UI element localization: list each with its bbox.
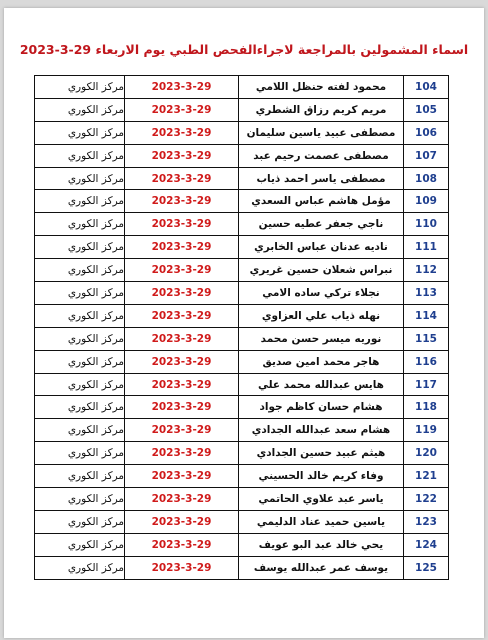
table-row <box>35 98 449 121</box>
number-cell: 110 <box>404 213 449 236</box>
center-cell: مركز الكوري <box>35 373 125 396</box>
name-cell: يحي خالد عبد البو عويف <box>239 533 404 556</box>
date-cell: 2023-3-29 <box>125 282 239 305</box>
number-cell: 122 <box>404 488 449 511</box>
center-cell: مركز الكوري <box>35 442 125 465</box>
date-cell: 2023-3-29 <box>125 213 239 236</box>
date-cell: 2023-3-29 <box>125 76 239 99</box>
name-cell: نجلاء تركي ساده الامي <box>239 282 404 305</box>
table-row <box>35 282 449 305</box>
date-cell: 2023-3-29 <box>125 533 239 556</box>
number-cell: 120 <box>404 442 449 465</box>
table-row <box>35 167 449 190</box>
name-cell: يوسف عمر عبدالله يوسف <box>239 556 404 579</box>
number-cell: 108 <box>404 167 449 190</box>
table-row <box>35 533 449 556</box>
center-cell: مركز الكوري <box>35 236 125 259</box>
table-row <box>35 419 449 442</box>
date-cell: 2023-3-29 <box>125 442 239 465</box>
page-title: اسماء المشمولين بالمراجعة لاجراءالفحص الطبي يوم الاربعاء 29-3-2023 <box>19 42 469 57</box>
name-cell: ناجي جعفر عطيه حسين <box>239 213 404 236</box>
number-cell: 115 <box>404 327 449 350</box>
number-cell: 121 <box>404 465 449 488</box>
table-row <box>35 213 449 236</box>
center-cell: مركز الكوري <box>35 510 125 533</box>
table-row <box>35 442 449 465</box>
center-cell: مركز الكوري <box>35 419 125 442</box>
center-cell: مركز الكوري <box>35 556 125 579</box>
table-row <box>35 465 449 488</box>
name-cell: مؤمل هاشم عباس السعدي <box>239 190 404 213</box>
number-cell: 125 <box>404 556 449 579</box>
table-row <box>35 236 449 259</box>
table-row <box>35 144 449 167</box>
center-cell: مركز الكوري <box>35 259 125 282</box>
date-cell: 2023-3-29 <box>125 488 239 511</box>
name-cell: مصطفى عصمت رحيم عبد <box>239 144 404 167</box>
name-cell: مريم كريم رزاق الشطري <box>239 98 404 121</box>
date-cell: 2023-3-29 <box>125 373 239 396</box>
center-cell: مركز الكوري <box>35 98 125 121</box>
number-cell: 118 <box>404 396 449 419</box>
date-cell: 2023-3-29 <box>125 510 239 533</box>
number-cell: 106 <box>404 121 449 144</box>
number-cell: 112 <box>404 259 449 282</box>
center-cell: مركز الكوري <box>35 304 125 327</box>
name-cell: هاجر محمد امين صديق <box>239 350 404 373</box>
center-cell: مركز الكوري <box>35 190 125 213</box>
center-cell: مركز الكوري <box>35 76 125 99</box>
table-row <box>35 488 449 511</box>
number-cell: 105 <box>404 98 449 121</box>
center-cell: مركز الكوري <box>35 167 125 190</box>
name-cell: محمود لفته حنظل اللامي <box>239 76 404 99</box>
table-row <box>35 373 449 396</box>
table-row <box>35 304 449 327</box>
document-page <box>4 8 484 638</box>
date-cell: 2023-3-29 <box>125 327 239 350</box>
center-cell: مركز الكوري <box>35 533 125 556</box>
center-cell: مركز الكوري <box>35 465 125 488</box>
number-cell: 109 <box>404 190 449 213</box>
center-cell: مركز الكوري <box>35 396 125 419</box>
table-row <box>35 396 449 419</box>
date-cell: 2023-3-29 <box>125 350 239 373</box>
center-cell: مركز الكوري <box>35 144 125 167</box>
examination-list-table <box>34 75 449 580</box>
name-cell: مصطفى ياسر احمد ذياب <box>239 167 404 190</box>
number-cell: 116 <box>404 350 449 373</box>
name-cell: مصطفى عبيد ياسين سليمان <box>239 121 404 144</box>
number-cell: 111 <box>404 236 449 259</box>
date-cell: 2023-3-29 <box>125 190 239 213</box>
name-cell: ناديه عدنان عباس الخابري <box>239 236 404 259</box>
table-row <box>35 121 449 144</box>
table-body <box>35 76 449 580</box>
table-row <box>35 510 449 533</box>
table-row <box>35 556 449 579</box>
number-cell: 114 <box>404 304 449 327</box>
date-cell: 2023-3-29 <box>125 98 239 121</box>
center-cell: مركز الكوري <box>35 121 125 144</box>
date-cell: 2023-3-29 <box>125 419 239 442</box>
date-cell: 2023-3-29 <box>125 396 239 419</box>
center-cell: مركز الكوري <box>35 488 125 511</box>
table-row <box>35 76 449 99</box>
center-cell: مركز الكوري <box>35 350 125 373</box>
name-cell: نوريه ميسر حسن محمد <box>239 327 404 350</box>
date-cell: 2023-3-29 <box>125 259 239 282</box>
number-cell: 113 <box>404 282 449 305</box>
name-cell: هيثم عبيد حسين الجدادي <box>239 442 404 465</box>
name-cell: نهله ذياب علي العزاوي <box>239 304 404 327</box>
date-cell: 2023-3-29 <box>125 144 239 167</box>
table-row <box>35 190 449 213</box>
number-cell: 124 <box>404 533 449 556</box>
date-cell: 2023-3-29 <box>125 121 239 144</box>
name-cell: هايس عبدالله محمد علي <box>239 373 404 396</box>
table-row <box>35 259 449 282</box>
center-cell: مركز الكوري <box>35 213 125 236</box>
number-cell: 123 <box>404 510 449 533</box>
name-cell: ياسين حميد عناد الدليمي <box>239 510 404 533</box>
number-cell: 117 <box>404 373 449 396</box>
date-cell: 2023-3-29 <box>125 465 239 488</box>
number-cell: 107 <box>404 144 449 167</box>
number-cell: 104 <box>404 76 449 99</box>
center-cell: مركز الكوري <box>35 282 125 305</box>
date-cell: 2023-3-29 <box>125 236 239 259</box>
name-cell: ياسر عبد علاوي الحاتمي <box>239 488 404 511</box>
name-cell: هشام سعد عبدالله الجدادي <box>239 419 404 442</box>
date-cell: 2023-3-29 <box>125 167 239 190</box>
table-row <box>35 350 449 373</box>
name-cell: وفاء كريم خالد الحسيني <box>239 465 404 488</box>
table-row <box>35 327 449 350</box>
center-cell: مركز الكوري <box>35 327 125 350</box>
name-cell: نبراس شعلان حسين غريري <box>239 259 404 282</box>
number-cell: 119 <box>404 419 449 442</box>
date-cell: 2023-3-29 <box>125 556 239 579</box>
name-cell: هشام حسان كاظم جواد <box>239 396 404 419</box>
date-cell: 2023-3-29 <box>125 304 239 327</box>
